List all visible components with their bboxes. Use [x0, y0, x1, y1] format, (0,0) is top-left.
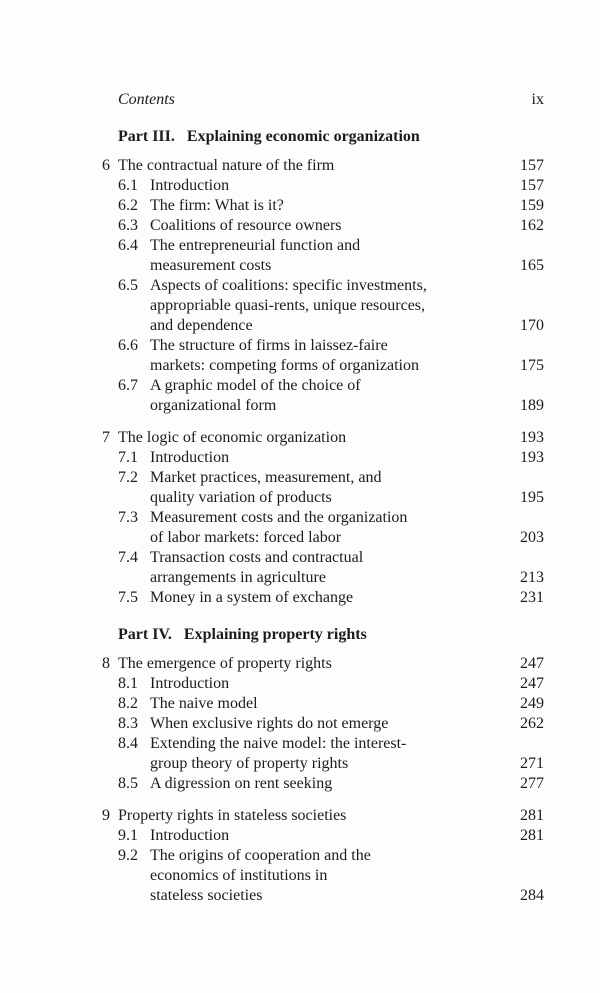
section-page: 175: [520, 357, 544, 374]
section-number: 8.2: [118, 695, 138, 712]
section-page: 271: [520, 755, 544, 772]
part-heading: [102, 127, 544, 147]
section-page: 157: [520, 177, 544, 194]
section-entry: [102, 336, 544, 376]
section-number: 8.4: [118, 735, 138, 752]
chapter-number: 8: [102, 655, 110, 672]
section-entry: [102, 694, 544, 714]
section-line: [102, 256, 544, 276]
section-number: 6.4: [118, 237, 138, 254]
part-title: Explaining economic organization: [186, 128, 420, 145]
section-page: 189: [520, 397, 544, 414]
part-heading: [102, 625, 544, 645]
section-entry: [102, 826, 544, 846]
section-title: The entrepreneurial function and: [150, 237, 361, 254]
section-line: [102, 376, 544, 396]
section-title: appropriable quasi-rents, unique resources,: [150, 297, 426, 314]
section-line: [102, 588, 544, 608]
section-page: 281: [520, 827, 544, 844]
section-line: [102, 468, 544, 488]
section-title: Introduction: [150, 827, 230, 844]
section-number: 7.4: [118, 549, 138, 566]
chapter-page: 193: [520, 429, 544, 446]
page-number: ix: [531, 91, 544, 108]
section-page: 249: [520, 695, 544, 712]
section-line: [102, 528, 544, 548]
section-line: [102, 488, 544, 508]
section-line: [102, 774, 544, 794]
section-entry: [102, 674, 544, 694]
section-title: organizational form: [150, 397, 277, 414]
section-line: [102, 866, 544, 886]
section-number: 9.1: [118, 827, 138, 844]
section-entry: [102, 734, 544, 774]
section-number: 7.2: [118, 469, 138, 486]
section-line: [102, 826, 544, 846]
section-title: Introduction: [150, 449, 230, 466]
chapter-line: [102, 654, 544, 674]
section-page: 162: [520, 217, 544, 234]
section-number: 6.2: [118, 197, 138, 214]
section-entry: [102, 448, 544, 468]
section-line: [102, 448, 544, 468]
section-title: Introduction: [150, 177, 230, 194]
section-line: [102, 754, 544, 774]
chapter-number: 7: [102, 429, 110, 446]
chapter-entry: [102, 156, 544, 416]
part-label: Part III.: [118, 128, 175, 145]
section-line: [102, 694, 544, 714]
section-title: arrangements in agriculture: [150, 569, 326, 586]
section-title: A digression on rent seeking: [150, 775, 333, 792]
section-line: [102, 276, 544, 296]
section-title: markets: competing forms of organization: [150, 357, 419, 374]
section-number: 6.5: [118, 277, 138, 294]
chapter-page: 157: [520, 157, 544, 174]
chapter-number: 9: [102, 807, 110, 824]
section-page: 165: [520, 257, 544, 274]
section-line: [102, 236, 544, 256]
section-entry: [102, 774, 544, 794]
section-page: 195: [520, 489, 544, 506]
section-title: The firm: What is it?: [150, 197, 284, 214]
section-number: 6.3: [118, 217, 138, 234]
section-number: 9.2: [118, 847, 138, 864]
chapter-entry: [102, 654, 544, 794]
section-page: 213: [520, 569, 544, 586]
running-head: [102, 90, 544, 110]
section-number: 7.5: [118, 589, 138, 606]
section-title: measurement costs: [150, 257, 272, 274]
chapter-title: The emergence of property rights: [118, 655, 332, 672]
section-number: 6.1: [118, 177, 138, 194]
section-number: 6.6: [118, 337, 138, 354]
section-line: [102, 734, 544, 754]
section-title: Extending the naive model: the interest-: [150, 735, 407, 752]
section-page: 203: [520, 529, 544, 546]
chapter-number: 6: [102, 157, 110, 174]
section-number: 6.7: [118, 377, 138, 394]
section-entry: [102, 508, 544, 548]
section-entry: [102, 588, 544, 608]
section-line: [102, 548, 544, 568]
section-title: Market practices, measurement, and: [150, 469, 382, 486]
section-title: Money in a system of exchange: [150, 589, 354, 606]
part-label: Part IV.: [118, 626, 172, 643]
section-title: The naive model: [150, 695, 258, 712]
section-number: 7.3: [118, 509, 138, 526]
section-line: [102, 196, 544, 216]
section-title: A graphic model of the choice of: [150, 377, 361, 394]
chapter-page: 247: [520, 655, 544, 672]
section-entry: [102, 196, 544, 216]
section-line: [102, 296, 544, 316]
section-entry: [102, 548, 544, 588]
section-page: 170: [520, 317, 544, 334]
table-of-contents: [102, 127, 544, 906]
chapter-title: The logic of economic organization: [118, 429, 347, 446]
section-line: [102, 846, 544, 866]
section-title: Coalitions of resource owners: [150, 217, 342, 234]
chapter-entry: [102, 428, 544, 608]
section-entry: [102, 276, 544, 336]
section-title: of labor markets: forced labor: [150, 529, 342, 546]
section-line: [102, 396, 544, 416]
chapter-title: Property rights in stateless societies: [118, 807, 347, 824]
section-line: [102, 316, 544, 336]
section-number: 8.3: [118, 715, 138, 732]
section-title: stateless societies: [150, 887, 263, 904]
running-head-title: Contents: [118, 91, 175, 108]
section-title: economics of institutions in: [150, 867, 328, 884]
section-page: 231: [520, 589, 544, 606]
section-title: group theory of property rights: [150, 755, 349, 772]
contents-page: [102, 90, 544, 906]
section-number: 7.1: [118, 449, 138, 466]
section-entry: [102, 176, 544, 196]
section-line: [102, 176, 544, 196]
section-page: 193: [520, 449, 544, 466]
section-line: [102, 216, 544, 236]
section-title: quality variation of products: [150, 489, 332, 506]
section-number: 8.1: [118, 675, 138, 692]
section-title: Aspects of coalitions: specific investments,: [150, 277, 427, 294]
section-title: The structure of firms in laissez-faire: [150, 337, 388, 354]
section-page: 284: [520, 887, 544, 904]
section-title: and dependence: [150, 317, 253, 334]
chapter-page: 281: [520, 807, 544, 824]
section-page: 277: [520, 775, 544, 792]
section-entry: [102, 236, 544, 276]
chapter-entry: [102, 806, 544, 906]
section-line: [102, 568, 544, 588]
section-entry: [102, 468, 544, 508]
part-title: Explaining property rights: [183, 626, 367, 643]
section-page: 247: [520, 675, 544, 692]
section-line: [102, 886, 544, 906]
section-line: [102, 714, 544, 734]
section-entry: [102, 376, 544, 416]
section-title: The origins of cooperation and the: [150, 847, 371, 864]
chapter-line: [102, 156, 544, 176]
section-line: [102, 356, 544, 376]
section-title: Transaction costs and contractual: [150, 549, 364, 566]
chapter-line: [102, 428, 544, 448]
section-number: 8.5: [118, 775, 138, 792]
section-entry: [102, 846, 544, 906]
section-title: When exclusive rights do not emerge: [150, 715, 389, 732]
section-line: [102, 674, 544, 694]
section-entry: [102, 714, 544, 734]
section-entry: [102, 216, 544, 236]
section-line: [102, 336, 544, 356]
section-page: 159: [520, 197, 544, 214]
section-title: Introduction: [150, 675, 230, 692]
chapter-title: The contractual nature of the firm: [118, 157, 335, 174]
section-title: Measurement costs and the organization: [150, 509, 408, 526]
section-page: 262: [520, 715, 544, 732]
chapter-line: [102, 806, 544, 826]
section-line: [102, 508, 544, 528]
